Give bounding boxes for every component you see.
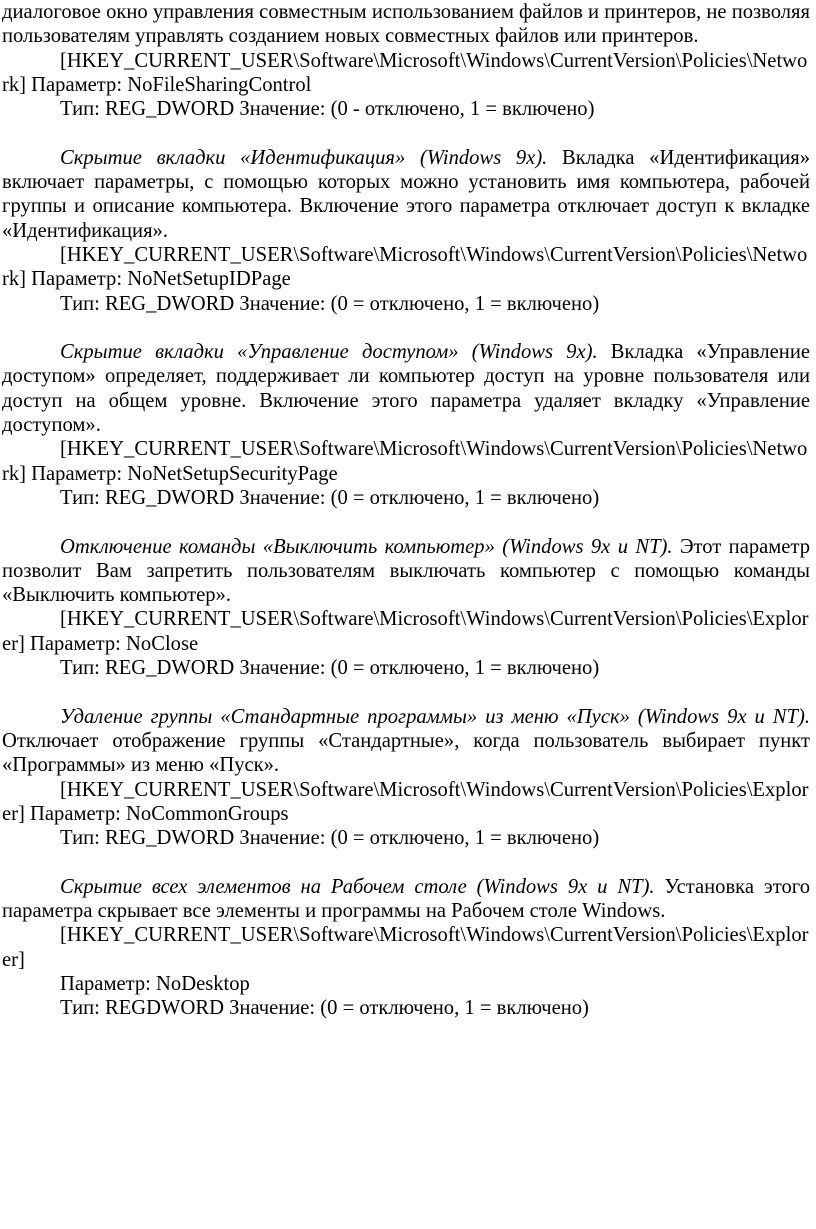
section-description: Установка этого параметра скрывает все элементы и программы на Рабочем столе Windows. <box>2 875 811 922</box>
section-paragraph <box>2 146 810 243</box>
section-paragraph <box>2 535 810 608</box>
section-description: Этот параметр позволит Вам запретить пользователям выключать компьютер с помощью команды «Выключить компьютер». <box>2 535 810 607</box>
section-description: Вкладка «Идентификация» включает параметры, с помощью которых можно установить имя компьютера, рабочей группы и описание компьютера. Включение этого параметра отключает доступ к вкладке «Идентификация». <box>2 146 810 242</box>
parameter-name: Параметр: NoDesktop <box>60 972 250 995</box>
value-type: Тип: REG_DWORD Значение: (0 - отключено, 1 = включено) <box>60 98 595 121</box>
registry-key: [HKEY_CURRENT_USER\Software\Microsoft\Windows\CurrentVersion\Policies\Explorer] Параметр: NoClose <box>2 608 809 655</box>
value-type: Тип: REG_DWORD Значение: (0 = отключено, 1 = включено) <box>60 827 600 850</box>
registry-key: [HKEY_CURRENT_USER\Software\Microsoft\Windows\CurrentVersion\Policies\Network] Параметр: NoNetSetupSecurityPage <box>2 438 808 485</box>
value-type: Тип: REG_DWORD Значение: (0 = отключено, 1 = включено) <box>60 292 600 315</box>
registry-key: [HKEY_CURRENT_USER\Software\Microsoft\Windows\CurrentVersion\Policies\Explorer] Параметр: NoCommonGroups <box>2 778 809 825</box>
registry-key: [HKEY_CURRENT_USER\Software\Microsoft\Windows\CurrentVersion\Policies\Network] Параметр: NoFileSharingControl <box>2 49 808 96</box>
section-paragraph <box>2 875 810 924</box>
value-type: Тип: REG_DWORD Значение: (0 = отключено, 1 = включено) <box>60 486 600 509</box>
section-title: Отключение команды «Выключить компьютер» (Windows 9x и NT). <box>60 535 673 558</box>
section-description: Отключает отображение группы «Стандартные», когда пользователь выбирает пункт «Программы» из меню «Пуск». <box>2 729 810 777</box>
section-title: Скрытие всех элементов на Рабочем столе (Windows 9x и NT). <box>60 875 655 898</box>
section-paragraph <box>2 705 810 778</box>
section-title: Скрытие вкладки «Управление доступом» (Windows 9x). <box>60 341 598 364</box>
section-paragraph <box>2 340 810 437</box>
section-description: Вкладка «Управление доступом» определяет, поддерживает ли компьютер доступ на уровне пользователя или доступ на общем уровне. Включение этого параметра удаляет вкладку «Управление доступом». <box>2 341 810 437</box>
section-title: Удаление группы «Стандартные программы» из меню «Пуск» (Windows 9x и NT). <box>60 705 810 728</box>
value-type: Тип: REGDWORD Значение: (0 = отключено, 1 = включено) <box>60 997 589 1020</box>
registry-key: [HKEY_CURRENT_USER\Software\Microsoft\Windows\CurrentVersion\Policies\Network] Параметр: NoNetSetupIDPage <box>2 243 808 291</box>
registry-key: [HKEY_CURRENT_USER\Software\Microsoft\Windows\CurrentVersion\Policies\Explorer] <box>2 924 809 971</box>
section-title: Скрытие вкладки «Идентификация» (Windows 9x). <box>60 146 548 169</box>
intro-paragraph: диалоговое окно управления совместным использованием файлов и принтеров, не позволяя пользователям управлять созданием новых совместных файлов или принтеров. <box>2 1 810 48</box>
value-type: Тип: REG_DWORD Значение: (0 = отключено, 1 = включено) <box>60 657 600 680</box>
